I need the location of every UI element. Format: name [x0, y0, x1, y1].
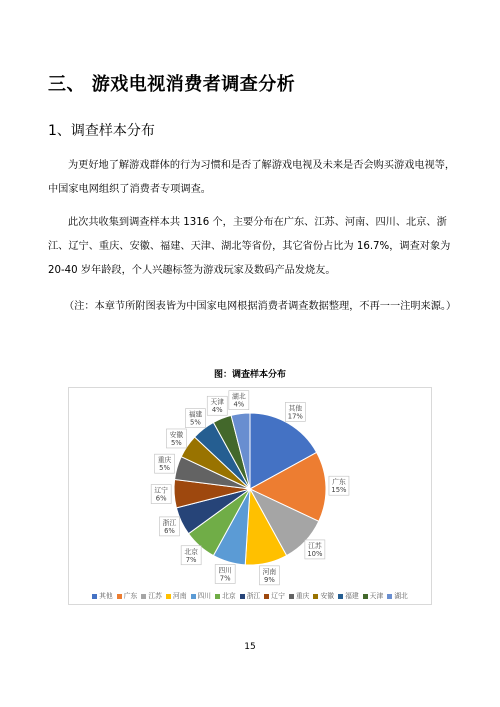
pie-chart-frame [68, 387, 432, 605]
legend-label-4: 四川 [197, 592, 212, 600]
legend-swatch-3 [166, 594, 171, 599]
pie-data-label-4 [215, 564, 235, 583]
pie-label-value-7: 6% [155, 494, 167, 503]
pie-data-label-3 [259, 566, 279, 585]
legend-swatch-12 [387, 594, 392, 599]
pie-label-value-0: 17% [287, 412, 303, 421]
pie-label-value-3: 9% [264, 575, 275, 584]
pie-label-value-6: 6% [164, 526, 175, 535]
pie-data-label-10 [185, 409, 205, 428]
legend-item-5 [215, 590, 236, 600]
source-note: （注：本章节所附图表皆为中国家电网根据消费者调查数据整理，不再一一注明来源。） [64, 301, 457, 312]
legend-label-5: 北京 [222, 592, 236, 600]
legend-swatch-8 [289, 594, 294, 599]
legend-swatch-0 [92, 594, 97, 599]
pie-label-name-0: 其他 [288, 404, 303, 413]
legend-swatch-6 [240, 594, 245, 599]
legend-swatch-7 [264, 594, 269, 599]
pie-label-value-9: 5% [170, 438, 182, 447]
pie-label-name-9: 安徽 [169, 430, 184, 439]
pie-label-value-12: 4% [233, 400, 245, 409]
legend-item-7 [264, 590, 285, 600]
chart-legend [69, 590, 431, 600]
pie-label-name-1: 广东 [332, 478, 346, 487]
legend-label-3: 河南 [172, 592, 187, 600]
legend-item-8 [289, 590, 310, 600]
pie-label-name-12: 湖北 [232, 392, 246, 401]
legend-item-1 [117, 590, 138, 600]
legend-item-12 [387, 590, 408, 600]
pie-data-label-2 [305, 540, 325, 559]
pie-label-name-2: 江苏 [308, 541, 322, 550]
legend-label-10: 福建 [345, 592, 359, 600]
paragraph-sample [48, 211, 458, 283]
pie-label-value-4: 7% [219, 574, 231, 583]
paragraph-purpose [48, 154, 458, 202]
legend-label-0: 其他 [99, 592, 113, 600]
legend-item-9 [313, 590, 334, 600]
legend-item-0 [92, 590, 113, 600]
section-subtitle: 1、调查样本分布 [48, 123, 155, 139]
legend-swatch-10 [338, 594, 343, 599]
pie-label-name-5: 北京 [184, 547, 198, 556]
pie-label-value-1: 15% [331, 486, 347, 495]
pie-data-label-6 [159, 517, 179, 536]
pie-label-name-11: 天津 [210, 398, 225, 407]
pie-label-name-3: 河南 [262, 567, 277, 576]
pie-data-label-9 [166, 429, 186, 448]
legend-label-12: 湖北 [394, 592, 408, 600]
legend-swatch-11 [363, 594, 368, 599]
page-number: 15 [244, 642, 256, 652]
legend-item-2 [141, 590, 162, 600]
pie-label-value-5: 7% [185, 555, 197, 564]
legend-item-6 [240, 590, 261, 600]
legend-label-1: 广东 [123, 592, 138, 600]
legend-item-11 [363, 590, 384, 600]
page-title: 三、 游戏电视消费者调查分析 [48, 74, 296, 95]
pie-data-label-12 [229, 391, 249, 410]
pie-label-value-8: 5% [159, 464, 170, 473]
paragraph-purpose-text: 为更好地了解游戏群体的行为习惯和是否了解游戏电视及未来是否会购买游戏电视等，中国家电网组织了消费者专项调查。 [48, 160, 456, 195]
pie-chart [69, 388, 431, 588]
pie-data-label-7 [151, 485, 171, 504]
pie-label-name-8: 重庆 [157, 456, 172, 465]
legend-label-6: 浙江 [246, 592, 261, 600]
legend-swatch-1 [117, 594, 122, 599]
paragraph-sample-text: 此次共收集到调查样本共 1316 个，主要分布在广东、江苏、河南、四川、北京、浙江、辽宁、重庆、安徽、福建、天津、湖北等省份，其它省份占比为 16.7%，调查对象为 20-40 岁年龄段，个人兴趣标签为游戏玩家及数码产品发烧友。 [48, 217, 451, 276]
pie-label-value-2: 10% [307, 549, 323, 558]
pie-label-name-10: 福建 [188, 410, 203, 419]
legend-swatch-9 [313, 594, 318, 599]
pie-data-label-5 [181, 546, 201, 565]
legend-label-8: 重庆 [295, 592, 310, 600]
legend-item-3 [166, 590, 187, 600]
legend-label-7: 辽宁 [271, 592, 285, 600]
pie-data-label-0 [285, 402, 305, 421]
legend-label-9: 安徽 [320, 592, 335, 600]
chart-caption: 图：调查样本分布 [213, 370, 286, 380]
pie-data-label-8 [155, 454, 175, 473]
legend-item-10 [338, 590, 359, 600]
pie-label-value-10: 5% [190, 418, 201, 427]
legend-swatch-4 [191, 594, 196, 599]
pie-label-value-11: 4% [211, 406, 223, 415]
legend-label-11: 天津 [369, 592, 384, 600]
legend-swatch-2 [141, 594, 146, 599]
legend-item-4 [191, 590, 212, 600]
pie-data-label-1 [329, 476, 349, 495]
pie-label-name-6: 浙江 [162, 518, 177, 527]
legend-label-2: 江苏 [148, 592, 162, 600]
legend-swatch-5 [215, 594, 220, 599]
pie-data-label-11 [207, 396, 227, 415]
pie-label-name-4: 四川 [218, 566, 232, 575]
pie-label-name-7: 辽宁 [154, 486, 168, 495]
